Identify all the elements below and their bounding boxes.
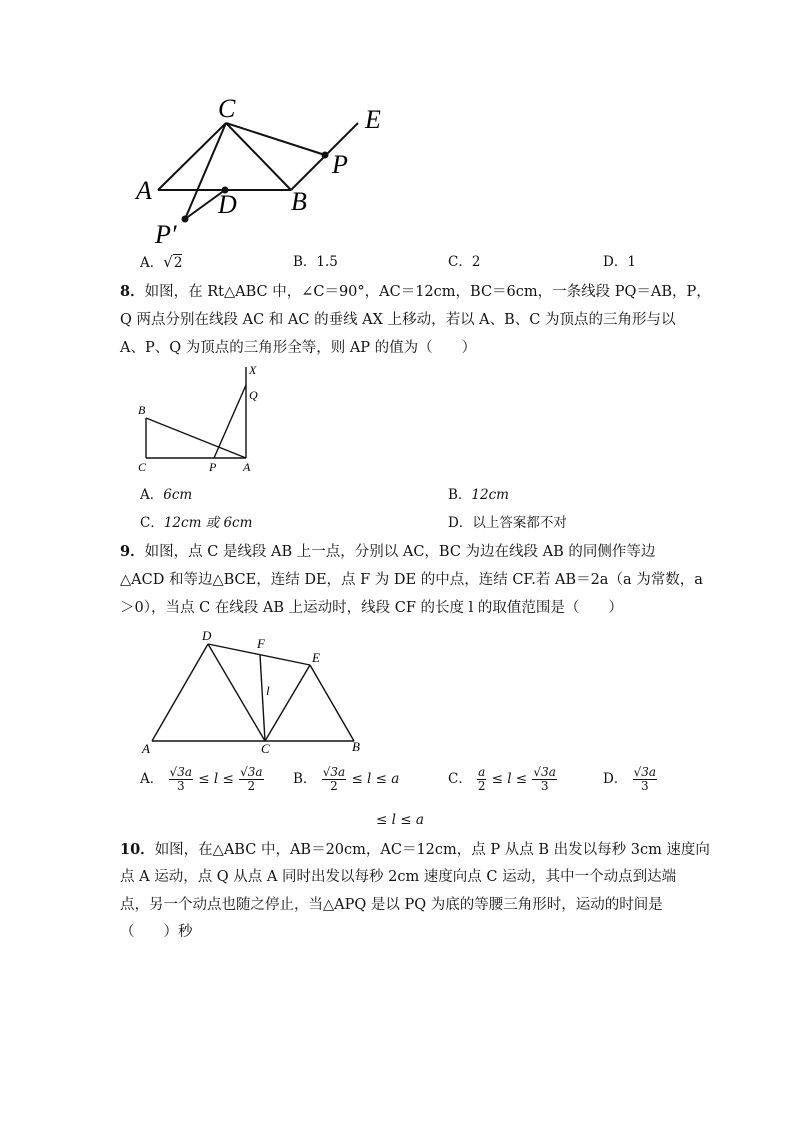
figure-q8 xyxy=(130,362,270,477)
label-p-prime: P′ xyxy=(155,220,177,249)
q8-line-2: Q 两点分别在线段 AC 和 AC 的垂线 AX 上移动，若以 A、B、C 为顶点的三角形与以 xyxy=(120,312,676,328)
label-b: B xyxy=(138,403,146,417)
q8-option-c[interactable]: C．12cm 或 6cm xyxy=(140,515,253,531)
q8-line-1: 8．如图，在 Rt△ABC 中，∠C＝90°，AC＝12cm，BC＝6cm，一条线段 PQ＝AB，P， xyxy=(120,283,711,300)
q10-line-1: 10．如图，在△ABC 中，AB＝20cm，AC＝12cm，点 P 从点 B 出发以每秒 3cm 速度向 xyxy=(120,841,710,858)
label-b: B xyxy=(352,739,360,754)
label-x: X xyxy=(249,363,257,377)
q10-number: 10． xyxy=(120,841,155,858)
q10-line-3: 点，另一个动点也随之停止，当△APQ 是以 PQ 为底的等腰三角形时，运动的时间是 xyxy=(120,897,663,913)
point-p xyxy=(322,152,329,159)
q9-option-a[interactable]: A． $\frac{√3a}{3}$ ≤ l ≤ $\frac{√3a}{2}$ xyxy=(140,765,263,793)
q7-option-b[interactable]: B．1.5 xyxy=(293,254,338,270)
q8-number: 8． xyxy=(120,283,145,300)
label-c: C xyxy=(138,460,147,474)
label-d: D xyxy=(218,190,237,219)
label-p: P xyxy=(332,150,348,179)
q9-option-b[interactable]: B． $\frac{√3a}{2}$ ≤ l ≤ a xyxy=(293,765,400,793)
figure-q9 xyxy=(135,625,375,760)
label-e: E xyxy=(365,105,381,134)
label-p: P xyxy=(209,460,217,474)
q10-line-2: 点 A 运动，点 Q 从点 A 同时出发以每秒 2cm 速度向点 C 运动，其中一个动点到达端 xyxy=(120,869,677,885)
label-c: C xyxy=(218,95,236,123)
label-q: Q xyxy=(249,388,258,402)
q8-option-b[interactable]: B．12cm xyxy=(448,487,509,503)
label-l: l xyxy=(266,683,270,698)
q9-option-d-tail: ≤ l ≤ a xyxy=(376,812,424,828)
label-e: E xyxy=(312,650,320,665)
q9-option-d[interactable]: D． $\frac{√3a}{3}$ xyxy=(603,765,657,793)
q7-option-c[interactable]: C．2 xyxy=(448,254,481,270)
figure-q7 xyxy=(120,95,420,250)
label-a: A xyxy=(243,460,251,474)
q9-number: 9． xyxy=(120,543,145,560)
q8-option-d[interactable]: D．以上答案都不对 xyxy=(448,515,567,531)
q9-line-3: ＞0），当点 C 在线段 AB 上运动时，线段 CF 的长度 l 的取值范围是（ ） xyxy=(120,600,623,616)
q8-line-3: A、P、Q 为顶点的三角形全等，则 AP 的值为（ ） xyxy=(120,340,477,356)
label-f: F xyxy=(257,636,265,651)
q9-line-2: △ACD 和等边△BCE，连结 DE，点 F 为 DE 的中点，连结 CF.若 AB＝2a（a 为常数，a xyxy=(120,572,703,588)
point-p-prime xyxy=(182,216,189,223)
label-c: C xyxy=(261,741,270,756)
q9-line-1: 9．如图，点 C 是线段 AB 上一点，分别以 AC，BC 为边在线段 AB 的同侧作等边 xyxy=(120,543,656,560)
q9-option-c[interactable]: C． $\frac{a}{2}$ ≤ l ≤ $\frac{√3a}{3}$ xyxy=(448,765,556,793)
q10-line-4: （ ）秒 xyxy=(120,924,193,940)
label-a: A xyxy=(136,176,152,205)
label-a: A xyxy=(142,741,150,756)
label-d: D xyxy=(202,628,212,643)
q7-option-a[interactable]: A．√2 xyxy=(140,253,183,271)
q7-option-d[interactable]: D．1 xyxy=(603,254,636,270)
label-b: B xyxy=(291,187,307,216)
q8-option-a[interactable]: A．6cm xyxy=(140,487,193,503)
